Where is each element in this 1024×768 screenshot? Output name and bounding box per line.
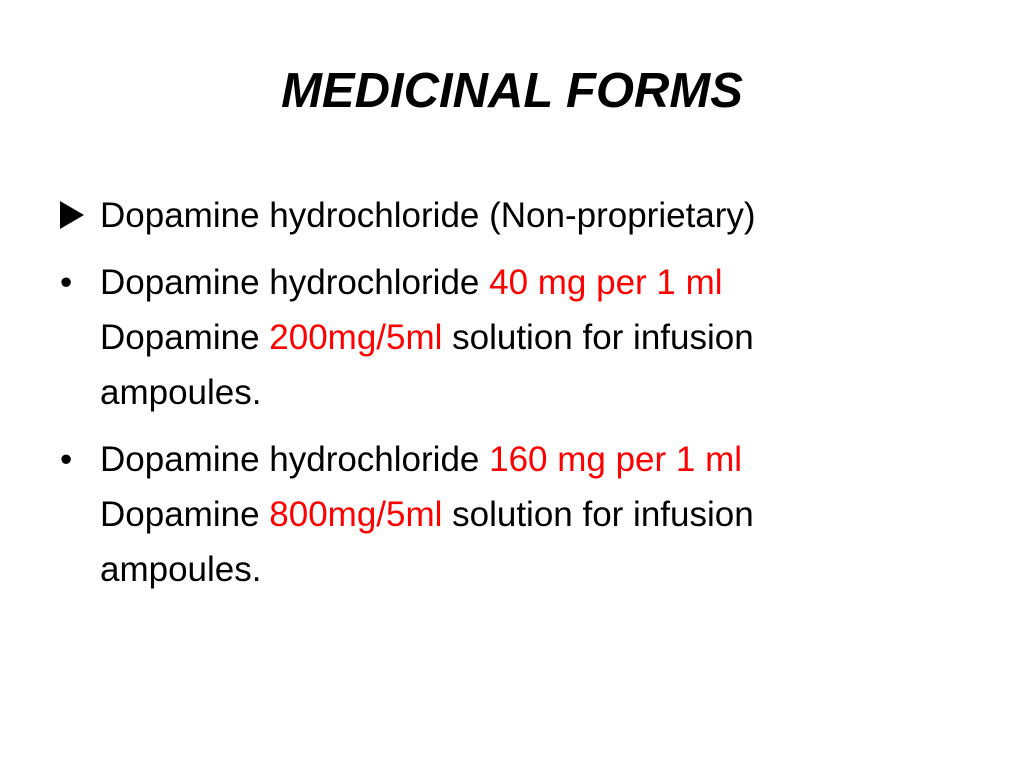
slide-title: MEDICINAL FORMS xyxy=(281,64,743,118)
highlight-text: 800mg/5ml xyxy=(269,495,443,534)
item-line xyxy=(100,432,960,487)
highlight-text: 40 mg per 1 ml xyxy=(489,263,723,302)
item-text: solution for infusion xyxy=(442,318,754,357)
list-item-non-proprietary xyxy=(60,188,960,243)
item-text: Dopamine hydrochloride xyxy=(100,263,490,302)
item-line xyxy=(100,487,960,542)
item-line xyxy=(100,365,960,420)
item-line xyxy=(100,542,960,597)
item-line xyxy=(100,255,960,310)
bullet-icon: • xyxy=(60,440,73,479)
item-text: Dopamine hydrochloride xyxy=(100,440,490,479)
list-item-160mg xyxy=(60,432,960,597)
highlight-text: 200mg/5ml xyxy=(269,318,443,357)
highlight-text: 160 mg per 1 ml xyxy=(489,440,743,479)
slide-content xyxy=(60,188,960,609)
item-text: ampoules. xyxy=(100,550,262,589)
item-text: Dopamine hydrochloride (Non-proprietary) xyxy=(100,196,756,235)
item-text: solution for infusion xyxy=(442,495,754,534)
list-item-40mg xyxy=(60,255,960,420)
bullet-icon: • xyxy=(60,263,73,302)
item-text: ampoules. xyxy=(100,373,262,412)
item-text: Dopamine xyxy=(100,495,270,534)
arrow-bullet-icon xyxy=(60,188,100,243)
item-line xyxy=(100,310,960,365)
item-text: Dopamine xyxy=(100,318,270,357)
item-line xyxy=(100,188,960,243)
